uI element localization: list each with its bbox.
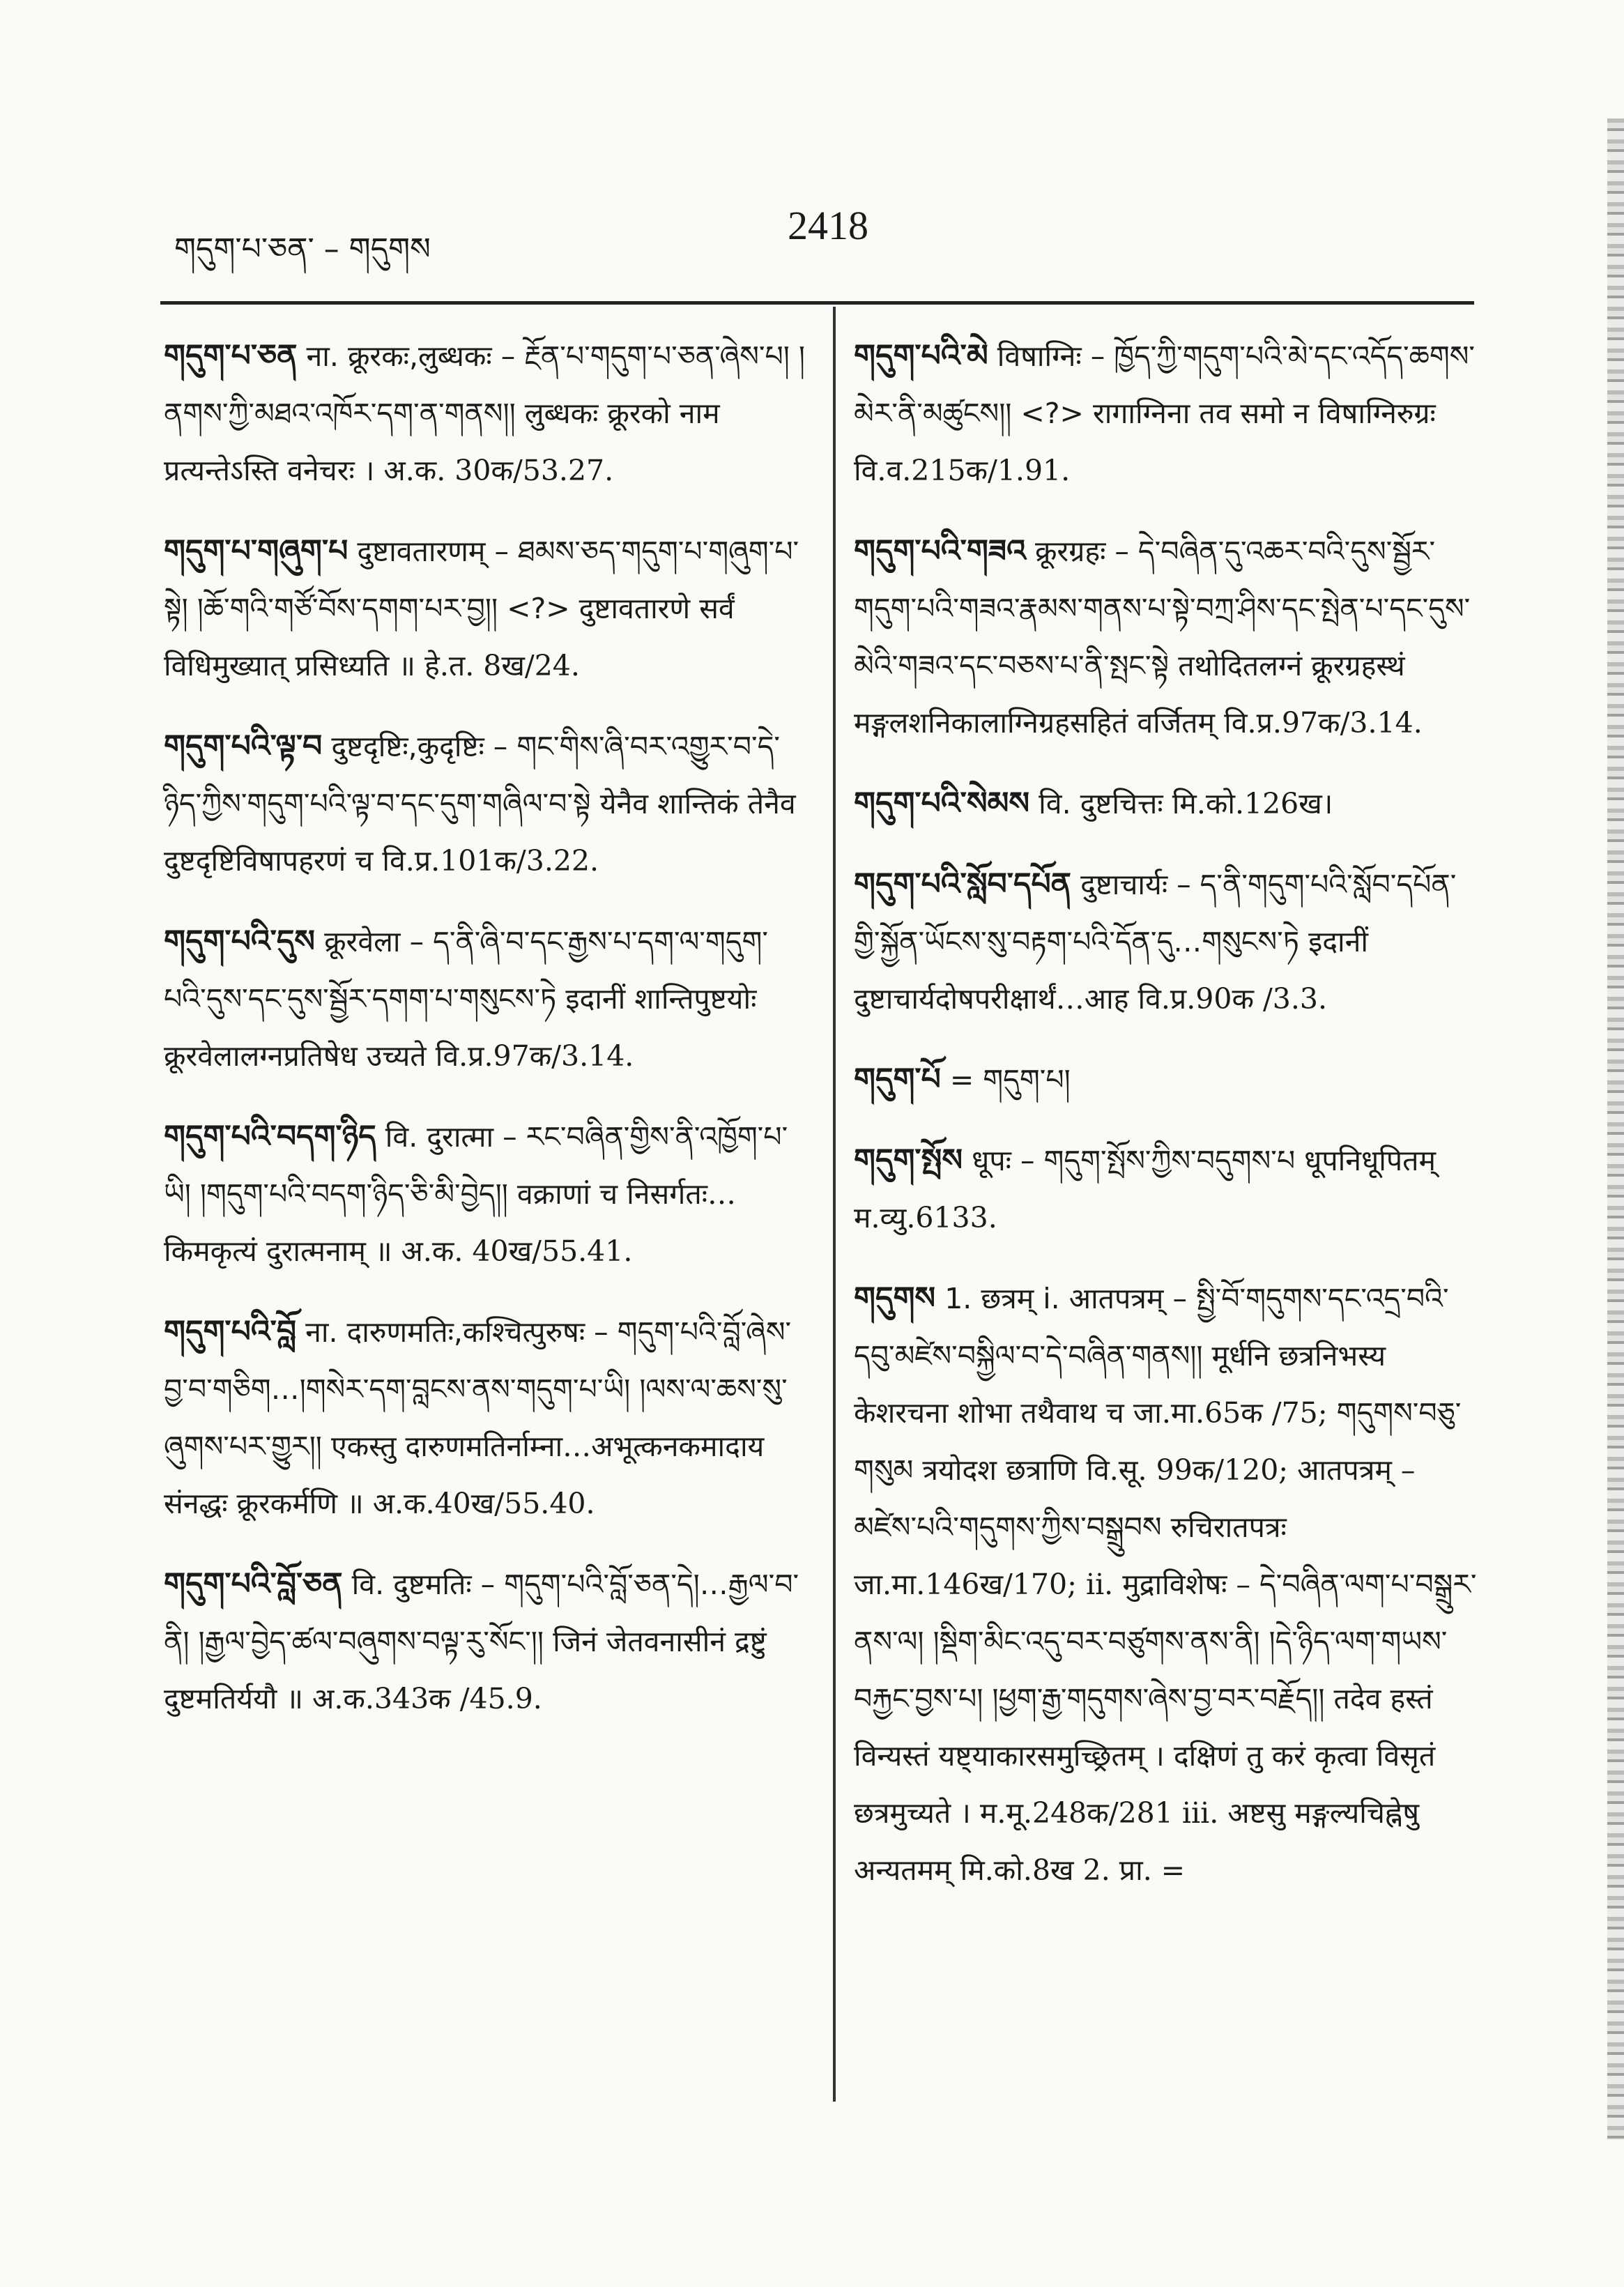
dictionary-entry bbox=[164, 913, 805, 1085]
entry-reference: वि.प्र.90क /3.3. bbox=[1137, 982, 1328, 1016]
dictionary-entry bbox=[854, 1051, 1481, 1108]
entry-headword: གདུག་པ་གཞུག་པ bbox=[164, 533, 348, 569]
dictionary-entry bbox=[164, 718, 805, 889]
header-rule bbox=[160, 301, 1474, 305]
left-column bbox=[164, 328, 805, 1751]
entry-headword: གདུག་པའི་གཟའ bbox=[854, 533, 1026, 569]
entry-definition: वि. दुष्टमतिः – གདུག་པའི་བློ་ཅན་དེ།…རྒྱལ་བ་ནི། །རྒྱལ་བྱེད་ཚལ་བཞུགས་བལྟ་རུ་སོང་།། bbox=[164, 1568, 799, 1658]
entry-reference: वि.व.215क/1.91. bbox=[854, 454, 1071, 487]
entry-sanskrit: मूर्धनि छत्रनिभस्य केशरचना शोभा तथैवाथ च जा.मा.65क /75; གདུགས་བཅུ་གསུམ त्रयोदश छत्राणि वि.सू. 99क/120; आतपत्रम् – མཛེས་པའི་གདུགས་ཀྱིས་བསྒྲུབས रुचिरातपत्रः जा.मा.146ख/170; ii. मुद्राविशेषः – དེ་བཞིན་ལག་པ་བསྒྲུར་ནས་ལ། །སྡིག་མིང་འདུ་བར་བཙུགས་ནས་ནི། །དེ་ཉིད་ལག་གཡས་བརྐྱང་བྱས་པ། །ཕྱག་རྒྱ་གདུགས་ཞེས་བྱ་བར་བརྗོད།། तदेव हस्तं विन्यस्तं यष्ट्याकारसमुच्छ्रितम् । दक्षिणं तु करं कृत्वा विसृतं छत्रमुच्यते । bbox=[854, 1339, 1477, 1830]
entry-definition: विषाग्निः – ཁྱོད་ཀྱི་གདུག་པའི་མེ་དང་འདོད་ཆགས་མེར་ནི་མཚུངས།། <?> bbox=[854, 339, 1476, 430]
right-column bbox=[854, 328, 1481, 1922]
dictionary-entry bbox=[164, 523, 805, 694]
dictionary-entry bbox=[854, 523, 1481, 751]
entry-definition: 1. छत्रम् i. आतपत्रम् – སྤྱི་བོ་གདུགས་དང་འདྲ་བའི་དབུ་མཛེས་བསྐྱིལ་བ་དེ་བཞིན་གནས།། bbox=[854, 1282, 1449, 1372]
entry-headword: གདུག་པའི་སེམས bbox=[854, 786, 1030, 821]
dictionary-entry bbox=[854, 775, 1481, 832]
entry-sanskrit: येनैव शान्तिकं तेनैव दुष्टदृष्टिविषापहरणं च bbox=[164, 787, 796, 878]
entry-reference: वि.प्र.101क/3.22. bbox=[382, 844, 599, 878]
entry-headword: གདུག་པ་ཅན bbox=[164, 338, 298, 374]
entry-reference: म.व्यु.6133. bbox=[854, 1201, 997, 1234]
entry-sanskrit: तथोदितलग्नं क्रूरग्रहस्थं मङ्गलशनिकालाग्निग्रहसहितं वर्जितम् bbox=[854, 649, 1405, 740]
entry-sanskrit: वक्राणां च निसर्गतः…किमकृत्यं दुरात्मनाम् ॥ bbox=[164, 1177, 736, 1268]
entry-definition: क्रूरग्रहः – དེ་བཞིན་དུ་འཆར་བའི་དུས་སྦྱོར་གདུག་པའི་གཟའ་རྣམས་གནས་པ་སྟེ་བཀྲ་ཤིས་དང་སྤེན་པ་དང་དུས་མེའི་གཟའ་དང་བཅས་པ་ནི་སྤང་སྟེ bbox=[854, 535, 1471, 682]
entry-sanskrit: धूपनिधूपितम् bbox=[1304, 1144, 1437, 1177]
scan-edge-shadow bbox=[1607, 118, 1624, 2140]
entry-definition: दुष्टावतारणम् – ཐམས་ཅད་གདུག་པ་གཞུག་པ་སྟེ། །ཆོ་གའི་གཙོ་བོས་དགག་པར་བྱ།། <?> bbox=[164, 535, 799, 625]
entry-sanskrit: दुष्टावतारणे सर्वं विधिमुख्यात् प्रसिध्यति ॥ bbox=[164, 592, 735, 682]
dictionary-entry bbox=[854, 856, 1481, 1027]
dictionary-entry bbox=[164, 328, 805, 499]
entry-sanskrit: इदानीं शान्तिपुष्टयोः क्रूरवेलालग्नप्रतिषेध उच्यते bbox=[164, 982, 757, 1073]
entry-reference: अ.क. 40ख/55.41. bbox=[401, 1234, 633, 1268]
dictionary-entry bbox=[854, 1270, 1481, 1899]
running-head-range: གདུག་པ་ཅན་ – གདུགས bbox=[174, 231, 431, 267]
entry-sanskrit: एकस्तु दारुणमतिर्नाम्ना…अभूत्कनकमादाय संनद्धः क्रूरकर्मणि ॥ bbox=[164, 1430, 765, 1520]
entry-definition: वि. दुरात्मा – རང་བཞིན་གྱིས་ནི་འཁྱོག་པ་ཡི། །གདུག་པའི་བདག་ཉིད་ཅི་མི་བྱེད།། bbox=[164, 1120, 788, 1211]
page-number: 2418 bbox=[788, 203, 868, 248]
entry-definition: क्रूरवेला – ད་ནི་ཞི་བ་དང་རྒྱས་པ་དག་ལ་གདུག་པའི་དུས་དང་དུས་སྦྱོར་དགག་པ་གསུངས་ཏེ bbox=[164, 925, 768, 1016]
entry-definition: ना. क्रूरकः,लुब्धकः – རྔོན་པ་གདུག་པ་ཅན་ཞེས་པ། །ནགས་ཀྱི་མཐའ་འཁོར་དག་ན་གནས།། bbox=[164, 339, 805, 430]
entry-reference: अ.क.40ख/55.40. bbox=[372, 1487, 595, 1520]
entry-definition: दुष्टाचार्यः – ད་ནི་གདུག་པའི་སློབ་དཔོན་གྱི་སྐྱོན་ཡོངས་སུ་བརྟག་པའི་དོན་དུ…གསུངས་ཏེ bbox=[854, 868, 1457, 958]
entry-headword: གདུག་པའི་བློ bbox=[164, 1314, 297, 1349]
running-head bbox=[174, 202, 1499, 265]
entry-headword: གདུགས bbox=[854, 1280, 936, 1316]
entry-reference: म.मू.248क/281 iii. अष्टसु मङ्गल्यचिह्नेषु अन्यतमम् मि.को.8ख 2. प्रा. = bbox=[854, 1796, 1420, 1887]
entry-headword: གདུག་པའི་དུས bbox=[164, 924, 316, 959]
entry-headword: གདུག་པའི་བློ་ཅན bbox=[164, 1566, 343, 1602]
entry-definition: ना. दारुणमतिः,कश्चित्पुरुषः – གདུག་པའི་བློ་ཞེས་བྱ་བ་གཅིག…།གསེར་དག་བླངས་ནས་གདུག་པ་ཡི། །ལས་ལ་ཆས་སུ་ཞུགས་པར་གྱུར།། bbox=[164, 1315, 792, 1463]
entry-reference: अ.क. 30क/53.27. bbox=[383, 454, 614, 487]
entry-reference: वि.प्र.97क/3.14. bbox=[435, 1039, 634, 1073]
dictionary-entry bbox=[854, 328, 1481, 499]
entry-headword: གདུག་པའི་མེ bbox=[854, 338, 988, 374]
dictionary-entry bbox=[854, 1132, 1481, 1246]
entry-headword: གདུག་པའི་བདག་ཉིད bbox=[164, 1119, 376, 1154]
entry-reference: अ.क.343क /45.9. bbox=[312, 1682, 542, 1715]
entry-headword: གདུག་སྤོས bbox=[854, 1142, 963, 1178]
entry-reference: वि.प्र.97क/3.14. bbox=[1224, 706, 1423, 740]
dictionary-entry bbox=[164, 1303, 805, 1532]
entry-sanskrit: जिनं जेतवनासीनं द्रष्टुं दुष्टमतिर्ययौ ॥ bbox=[164, 1625, 767, 1715]
entry-headword: གདུག་པའི་སློབ་དཔོན bbox=[854, 866, 1072, 902]
entry-definition: वि. दुष्टचित्तः bbox=[1039, 787, 1163, 820]
entry-headword: གདུག་པའི་ལྟ་བ bbox=[164, 728, 323, 764]
dictionary-entry bbox=[164, 1108, 805, 1280]
entry-sanskrit: रागाग्निना तव समो न विषाग्निरुग्रः bbox=[1092, 397, 1436, 430]
entry-reference: हे.त. 8ख/24. bbox=[424, 649, 580, 682]
dictionary-entry bbox=[164, 1556, 805, 1727]
entry-reference: मि.को.126ख। bbox=[1172, 787, 1333, 820]
entry-headword: གདུག་པོ bbox=[854, 1062, 941, 1097]
entry-sanskrit: लुब्धकः क्रूरको नाम प्रत्यन्तेऽस्ति वनेचरः । bbox=[164, 397, 720, 487]
column-divider bbox=[833, 307, 836, 2102]
entry-definition: दुष्टदृष्टिः,कुदृष्टिः – གང་གིས་ཞི་བར་འགྱུར་བ་དེ་ཉིད་ཀྱིས་གདུག་པའི་ལྟ་བ་དང་དུག་གཞིལ་བ་སྟེ bbox=[164, 730, 780, 820]
entry-definition: धूपः – གདུག་སྤོས་ཀྱིས་བདུགས་པ bbox=[972, 1144, 1296, 1177]
entry-sanskrit: इदानीं दुष्टाचार्यदोषपरीक्षार्थं…आह bbox=[854, 925, 1368, 1016]
entry-definition: = གདུག་པ། bbox=[949, 1063, 1071, 1096]
